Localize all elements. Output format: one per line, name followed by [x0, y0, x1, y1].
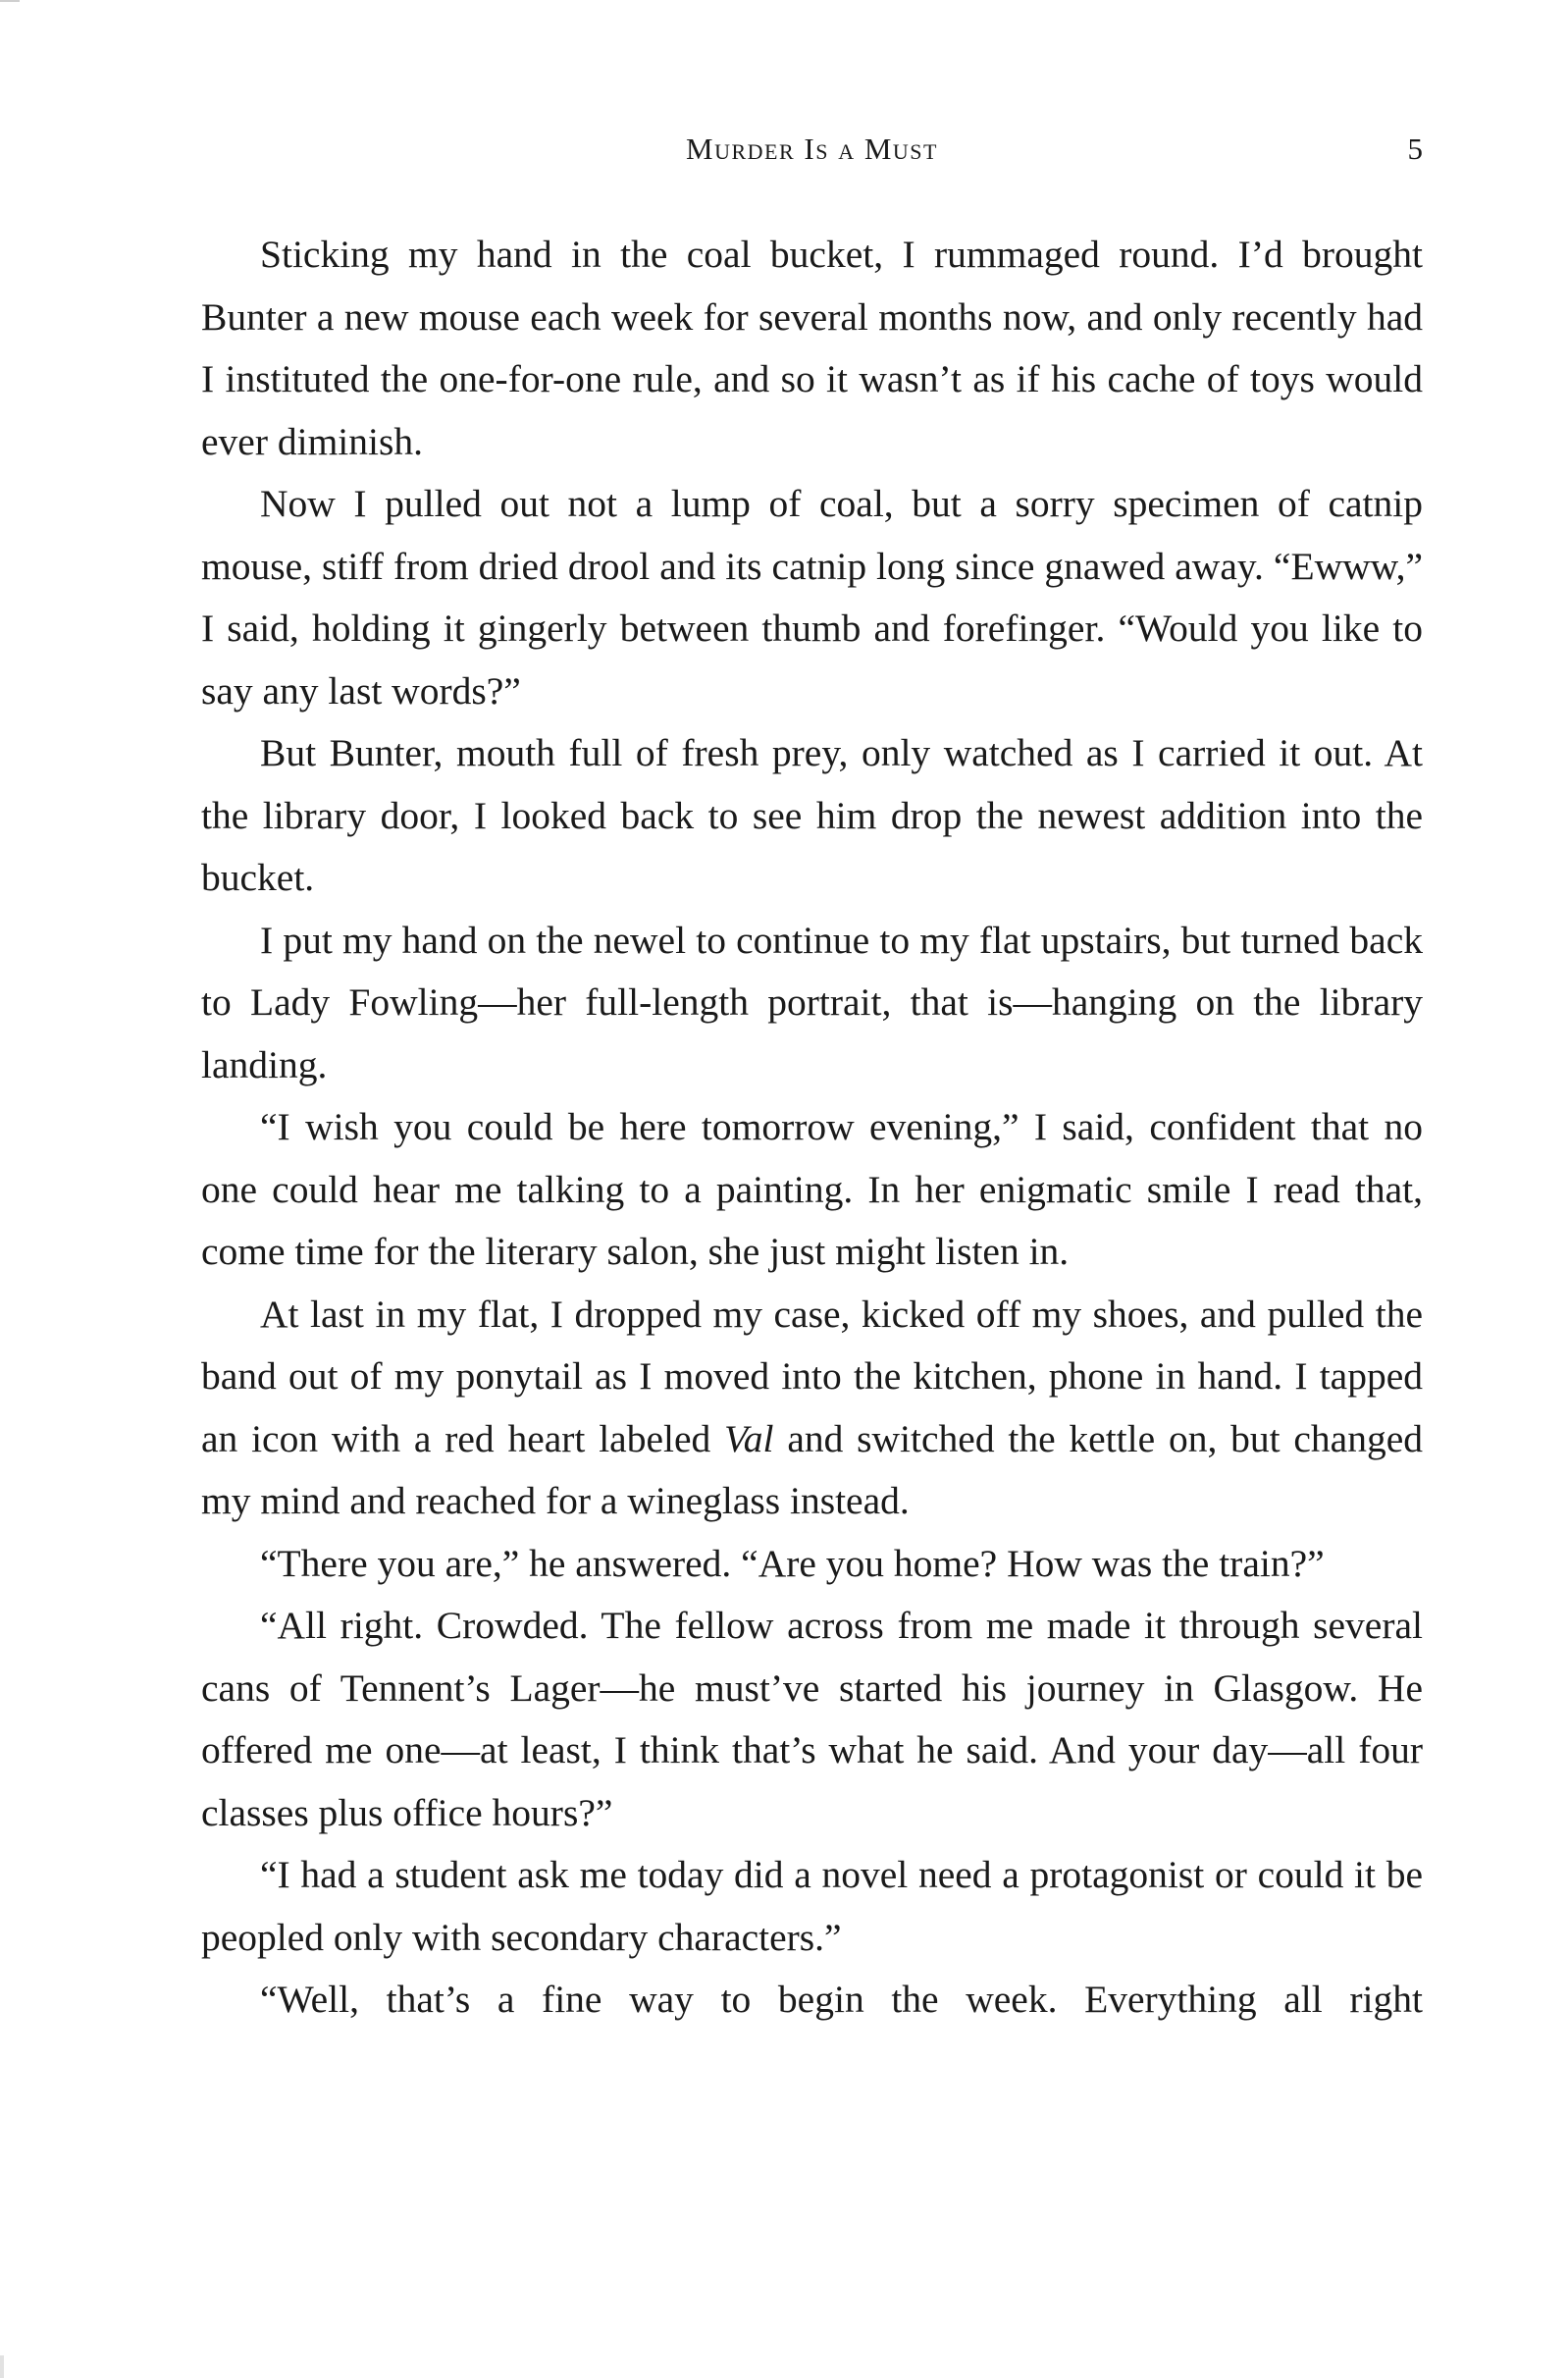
- paragraph: Sticking my hand in the coal bucket, I rummaged round. I’d brought Bunter a new mouse each week for several months now, and only recently had I instituted the one-for-one rule, and so it wasn’t as if his cache of toys would ever diminish.: [201, 233, 1423, 463]
- paragraph-text: At last in my flat, I dropped my case, kicked off my shoes, and pulled the band out of my ponytail as I moved into the kitchen, phone in hand. I tapped an icon with a red heart labeled: [201, 1292, 1423, 1460]
- paragraph: “There you are,” he answered. “Are you home? How was the train?”: [260, 1541, 1325, 1585]
- scan-edge-mark: [0, 2355, 4, 2378]
- body-text: [201, 224, 1423, 2032]
- paragraph: But Bunter, mouth full of fresh prey, only watched as I carried it out. At the library door, I looked back to see him drop the newest addition into the bucket.: [201, 731, 1423, 899]
- italic-name: Val: [724, 1416, 774, 1460]
- paragraph: “All right. Crowded. The fellow across from me made it through several cans of Tennent’s Lager—he must’ve started his journey in Glasgow. He offered me one—at least, I think that’s what he said. And your day—all four classes plus office hours?”: [201, 1604, 1423, 1834]
- paragraph: “Well, that’s a fine way to begin the week. Everything all right: [260, 1978, 1423, 2021]
- running-title: Murder Is a Must: [686, 132, 938, 166]
- page-number: 5: [1407, 132, 1423, 166]
- paragraph: Now I pulled out not a lump of coal, but a sorry specimen of catnip mouse, stiff from dried drool and its catnip long since gnawed away. “Ewww,” I said, holding it gingerly between thumb and forefinger. “Would you like to say any last words?”: [201, 482, 1423, 713]
- scan-edge-mark: [0, 0, 20, 2]
- paragraph: I put my hand on the newel to continue to my flat upstairs, but turned back to Lady Fowling—her full-length portrait, that is—hanging on the library landing.: [201, 918, 1423, 1086]
- paragraph: “I wish you could be here tomorrow evening,” I said, confident that no one could hear me talking to a painting. In her enigmatic smile I read that, come time for the literary salon, she just might listen in.: [201, 1105, 1423, 1273]
- paragraph: “I had a student ask me today did a novel need a protagonist or could it be peopled only with secondary characters.”: [201, 1853, 1423, 1959]
- paragraph-text: and switched the kettle on, but changed my mind and reached for a wineglass instead.: [201, 1416, 1423, 1522]
- paragraph: [201, 1284, 1423, 1533]
- running-head: [201, 130, 1423, 179]
